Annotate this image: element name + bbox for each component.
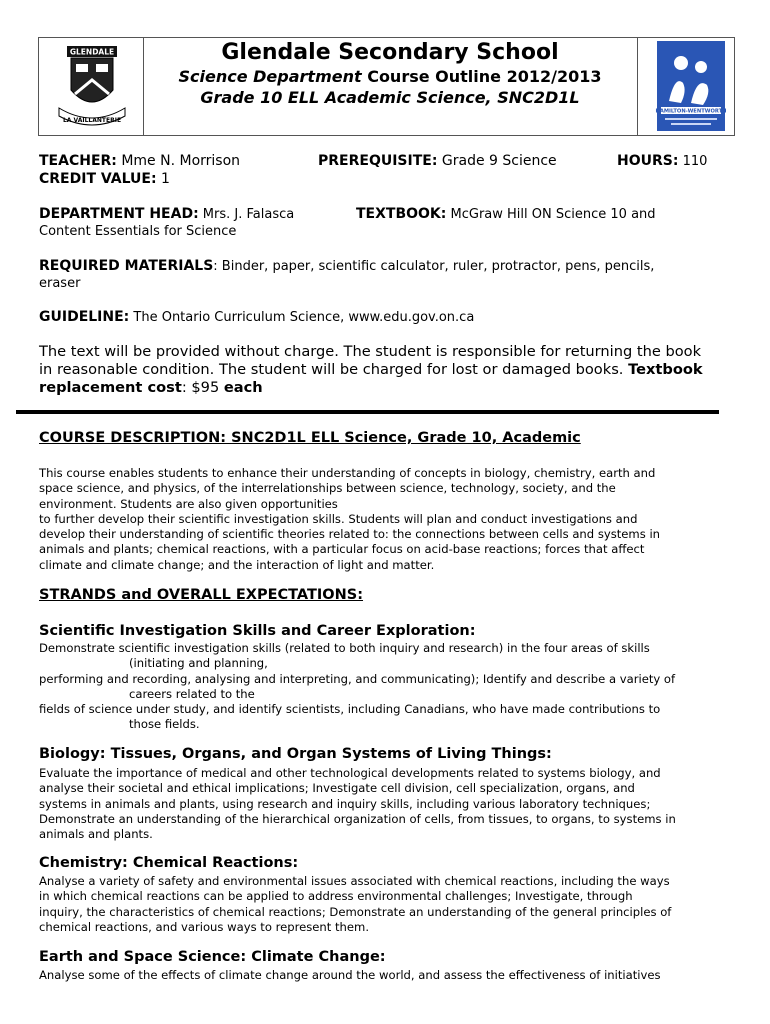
strand-line: animals and plants. <box>39 827 153 842</box>
header-divider <box>143 38 144 135</box>
course-description-line: This course enables students to enhance their understanding of concepts in biology, chemistry, earth and <box>39 466 656 480</box>
svg-text:HAMILTON-WENTWORTH: HAMILTON-WENTWORTH <box>655 108 727 115</box>
earth-space-heading: Earth and Space Science: Climate Change: <box>39 949 386 965</box>
strand-line: Evaluate the importance of medical and other technological developments related to systems biology, and <box>39 766 661 780</box>
course-description-line: environment. Students are also given opportunities <box>39 496 338 511</box>
course-description-heading: COURSE DESCRIPTION: SNC2D1L ELL Science, Grade 10, Academic <box>39 430 581 446</box>
chemistry-body <box>39 874 739 935</box>
guideline-label: GUIDELINE: <box>39 309 130 325</box>
materials-continuation-text: eraser <box>39 276 81 291</box>
materials-value: : Binder, paper, scientific calculator, ruler, protractor, pens, pencils, <box>213 259 655 274</box>
school-name: Glendale Secondary School <box>221 40 559 65</box>
strand-line: (initiating and planning, <box>129 656 268 671</box>
scientific-investigation-body <box>39 641 739 733</box>
strand-line: Analyse a variety of safety and environmental issues associated with chemical reactions, including the ways <box>39 874 670 888</box>
school-crest-logo <box>49 42 135 132</box>
svg-text:LA VAILLANTERIE: LA VAILLANTERIE <box>62 117 122 124</box>
notice-line <box>39 361 703 379</box>
guideline-value: The Ontario Curriculum Science, www.edu.gov.on.ca <box>129 310 475 325</box>
course-description-line: climate and climate change; and the interaction of light and matter. <box>39 557 435 572</box>
teacher-label: TEACHER: <box>39 153 117 169</box>
teacher-line <box>39 153 240 169</box>
hours-line <box>617 153 707 169</box>
credit-label: CREDIT VALUE: <box>39 171 157 187</box>
scientific-investigation-heading: Scientific Investigation Skills and Career Exploration: <box>39 623 476 639</box>
prerequisite-line <box>318 153 557 169</box>
strand-line: inquiry, the characteristics of chemical reactions; Demonstrate an understanding of the general principles of <box>39 904 672 919</box>
guideline-line <box>39 309 474 325</box>
notice-line <box>39 379 703 397</box>
strand-line: Demonstrate scientific investigation skills (related to both inquiry and research) in the four areas of skills <box>39 641 650 655</box>
textbook-label: TEXTBOOK: <box>356 206 447 222</box>
course-description-body <box>39 466 739 573</box>
replacement-cost-label: replacement cost <box>39 379 182 396</box>
replacement-cost-value: : $95 <box>181 379 224 396</box>
earth-space-body <box>39 968 739 983</box>
textbook-notice <box>39 343 703 397</box>
replacement-cost-each: each <box>223 379 263 396</box>
prerequisite-value: Grade 9 Science <box>437 153 557 169</box>
strand-line: performing and recording, analysing and interpreting, and communicating); Identify and describe a variety of <box>39 671 676 686</box>
department-head-value: Mrs. J. Falasca <box>198 207 295 222</box>
hours-label: HOURS: <box>617 153 679 169</box>
credit-line <box>39 171 170 187</box>
course-description-line: to further develop their scientific investigation skills. Students will plan and conduct investigations and <box>39 511 638 526</box>
biology-body <box>39 766 739 842</box>
biology-heading: Biology: Tissues, Organs, and Organ Systems of Living Things: <box>39 746 552 762</box>
header-titles <box>145 40 635 108</box>
strand-line: those fields. <box>129 717 200 732</box>
course-line: Grade 10 ELL Academic Science, SNC2D1L <box>200 88 580 107</box>
outline-year: Course Outline 2012/2013 <box>361 67 602 86</box>
textbook-continuation: Content Essentials for Science <box>39 224 237 239</box>
chemistry-heading: Chemistry: Chemical Reactions: <box>39 855 299 871</box>
strand-line: chemical reactions, and various ways to represent them. <box>39 919 370 934</box>
notice-text: in reasonable condition. The student will be charged for lost or damaged books. <box>39 361 629 378</box>
course-description-line: develop their understanding of scientific theories related to: the connections between cells and systems in <box>39 527 661 542</box>
department-name: Science Department <box>178 67 362 86</box>
header-box <box>38 37 735 136</box>
strand-line: careers related to the <box>129 686 255 701</box>
section-divider <box>16 410 719 414</box>
notice-line: The text will be provided without charge. The student is responsible for returning the book <box>39 343 702 360</box>
department-line <box>145 66 635 87</box>
board-logo <box>651 41 731 133</box>
materials-line <box>39 258 654 274</box>
prerequisite-label: PREREQUISITE: <box>318 153 438 169</box>
strand-line: systems in animals and plants, using research and inquiry skills, including various laboratory techniques; <box>39 796 651 811</box>
department-head-label: DEPARTMENT HEAD: <box>39 206 199 222</box>
department-head-line <box>39 206 294 222</box>
textbook-value: McGraw Hill ON Science 10 and <box>446 207 656 222</box>
strands-heading: STRANDS and OVERALL EXPECTATIONS: <box>39 587 364 603</box>
strand-line: in which chemical reactions can be applied to address environmental challenges; Investigate, through <box>39 889 633 904</box>
svg-text:GLENDALE: GLENDALE <box>69 47 115 57</box>
course-description-line: animals and plants; chemical reactions, with a particular focus on acid-base reactions; forces that affect <box>39 542 645 557</box>
strand-line: Analyse some of the effects of climate change around the world, and assess the effectiveness of initiatives <box>39 968 661 982</box>
strand-line: fields of science under study, and identify scientists, including Canadians, who have made contributions to <box>39 702 661 717</box>
hours-value: 110 <box>678 154 708 169</box>
notice-bold: Textbook <box>628 361 703 378</box>
strand-line: Demonstrate an understanding of the hierarchical organization of cells, from tissues, to organs, to systems in <box>39 811 676 826</box>
materials-label: REQUIRED MATERIALS <box>39 258 214 274</box>
strand-line: analyse their societal and ethical implications; Investigate cell division, cell specialization, organs, and <box>39 781 635 796</box>
textbook-line <box>356 206 656 222</box>
teacher-value: Mme N. Morrison <box>116 153 241 169</box>
course-description-line: space science, and physics, of the interrelationships between science, technology, society, and the <box>39 481 616 496</box>
credit-value: 1 <box>156 171 170 187</box>
header-divider <box>637 38 638 135</box>
